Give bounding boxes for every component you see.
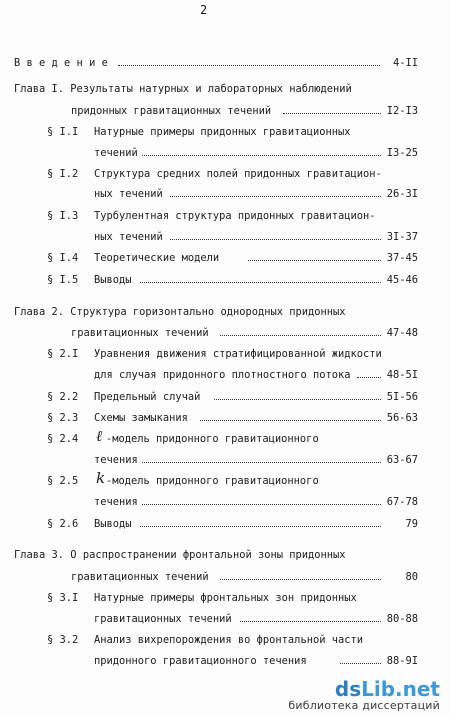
section-number: § 2.6: [47, 518, 79, 530]
toc-chapter-2-line2: [0, 325, 450, 341]
toc-title: Структура средних полей придонных гравитацион-: [94, 168, 382, 180]
toc-title: В в е д е н и е: [14, 57, 108, 69]
dot-leader: [142, 503, 381, 505]
toc-section-2-3: [0, 410, 450, 426]
section-number: § 2.4: [47, 433, 79, 445]
toc-section-1-1-line2: [0, 145, 450, 161]
toc-section-1-3-line2: [0, 229, 450, 245]
toc-entry-intro: [0, 55, 450, 71]
toc-section-2-6: [0, 516, 450, 532]
section-number: § 2.5: [47, 475, 79, 487]
toc-pages: 4-II: [392, 57, 418, 69]
toc-pages: 47-48: [386, 327, 418, 339]
toc-pages: 26-3I: [386, 188, 418, 200]
toc-chapter-1-line2: [0, 103, 450, 119]
toc-pages: 48-5I: [386, 369, 418, 381]
toc-title: Уравнения движения стратифицированной жидкости: [94, 348, 382, 360]
toc-title: Глава 2. Структура горизонтально однородных придонных: [14, 306, 346, 318]
dot-leader: [170, 238, 381, 240]
toc-pages: I3-25: [386, 147, 418, 159]
toc-pages: 88-9I: [386, 655, 418, 667]
section-number: § I.I: [47, 126, 79, 138]
toc-section-3-1-line2: [0, 611, 450, 627]
dslib-logo: [288, 679, 440, 699]
toc-title: гравитационных течений: [71, 571, 209, 583]
toc-title: течения: [94, 454, 138, 466]
dot-leader: [142, 461, 381, 463]
toc-title: Анализ вихрепорождения во фронтальной части: [94, 634, 363, 646]
dot-leader: [340, 662, 381, 664]
toc-chapter-3-line2: [0, 569, 450, 585]
toc-chapter-1-line1: [0, 81, 450, 97]
toc-title: для случая придонного плотностного потока: [94, 369, 351, 381]
toc-section-2-5: [0, 469, 450, 489]
toc-section-2-4: [0, 427, 450, 447]
toc-section-1-2: [0, 166, 450, 182]
dot-leader: [220, 334, 381, 336]
toc-pages: 45-46: [386, 274, 418, 286]
toc-section-1-5: [0, 272, 450, 288]
dot-leader: [248, 259, 381, 261]
toc-section-1-4: [0, 250, 450, 266]
toc-title: Турбулентная структура придонных гравитацион-: [94, 210, 376, 222]
toc-section-2-4-line2: [0, 452, 450, 468]
toc-title: Предельный случай: [94, 391, 201, 403]
section-number: § 2.I: [47, 348, 79, 360]
dot-leader: [118, 64, 380, 66]
toc-pages: 80: [405, 571, 418, 583]
toc-title: течений: [94, 147, 138, 159]
dot-leader: [240, 620, 381, 622]
dot-leader: [220, 578, 381, 580]
toc-title: Глава I. Результаты натурных и лабораторных наблюдений: [14, 83, 352, 95]
toc-title: Выводы: [94, 274, 132, 286]
toc-title: течения: [94, 496, 138, 508]
dot-leader: [200, 419, 381, 421]
toc-title: придонного гравитационного течения: [94, 655, 307, 667]
k-symbol: k: [96, 469, 106, 487]
section-number: § 3.2: [47, 634, 79, 646]
toc-title: Натурные примеры придонных гравитационных: [94, 126, 351, 138]
toc-section-2-1: [0, 346, 450, 362]
toc-section-1-2-line2: [0, 186, 450, 202]
toc-pages: 37-45: [386, 252, 418, 264]
ell-symbol: ℓ: [96, 427, 103, 445]
dot-leader: [357, 376, 381, 378]
section-number: § 2.2: [47, 391, 79, 403]
dot-leader: [140, 525, 381, 527]
toc-title: Выводы: [94, 518, 132, 530]
toc-title: Теоретические модели: [94, 252, 220, 264]
toc-section-1-3: [0, 208, 450, 224]
toc-section-2-5-line2: [0, 494, 450, 510]
toc-section-2-1-line2: [0, 367, 450, 383]
section-number: § I.5: [47, 274, 79, 286]
toc-pages: 63-67: [386, 454, 418, 466]
section-number: § 3.I: [47, 592, 79, 604]
logo-domain: .net: [395, 677, 440, 701]
dot-leader: [140, 281, 381, 283]
toc-title: гравитационных течений: [71, 327, 209, 339]
page-number: 2: [200, 3, 208, 17]
toc-title: гравитационных течений: [94, 613, 232, 625]
toc-title: Схемы замыкания: [94, 412, 188, 424]
toc-pages: 5I-56: [386, 391, 418, 403]
toc-pages: I2-I3: [386, 105, 418, 117]
section-number: § 2.3: [47, 412, 79, 424]
dot-leader: [142, 154, 381, 156]
toc-section-1-1: [0, 124, 450, 140]
toc-pages: 79: [405, 518, 418, 530]
logo-lib: Lib: [361, 677, 396, 701]
section-number: § I.2: [47, 168, 79, 180]
toc-section-3-2: [0, 632, 450, 648]
watermark-subtitle: библиотека диссертаций: [288, 699, 440, 712]
toc-chapter-3-line1: [0, 547, 450, 563]
toc-title: Натурные примеры фронтальных зон придонных: [94, 592, 357, 604]
dot-leader: [214, 398, 381, 400]
toc-section-3-1: [0, 590, 450, 606]
toc-title: ных течений: [94, 188, 163, 200]
toc-section-3-2-line2: [0, 653, 450, 669]
section-number: § I.3: [47, 210, 79, 222]
toc-pages: 80-88: [386, 613, 418, 625]
toc-title: придонных гравитационных течений: [71, 105, 272, 117]
toc-pages: 56-63: [386, 412, 418, 424]
toc-title: ных течений: [94, 231, 163, 243]
toc-pages: 67-78: [386, 496, 418, 508]
dslib-watermark: [288, 679, 440, 712]
dot-leader: [170, 195, 381, 197]
dot-leader: [283, 112, 381, 114]
toc-title: -модель придонного гравитационного: [106, 433, 319, 445]
section-number: § I.4: [47, 252, 79, 264]
toc-title: Глава 3. О распространении фронтальной зоны придонных: [14, 549, 346, 561]
toc-section-2-2: [0, 389, 450, 405]
toc-title: -модель придонного гравитационного: [106, 475, 319, 487]
toc-pages: 3I-37: [386, 231, 418, 243]
logo-ds: ds: [334, 677, 362, 701]
toc-chapter-2-line1: [0, 304, 450, 320]
